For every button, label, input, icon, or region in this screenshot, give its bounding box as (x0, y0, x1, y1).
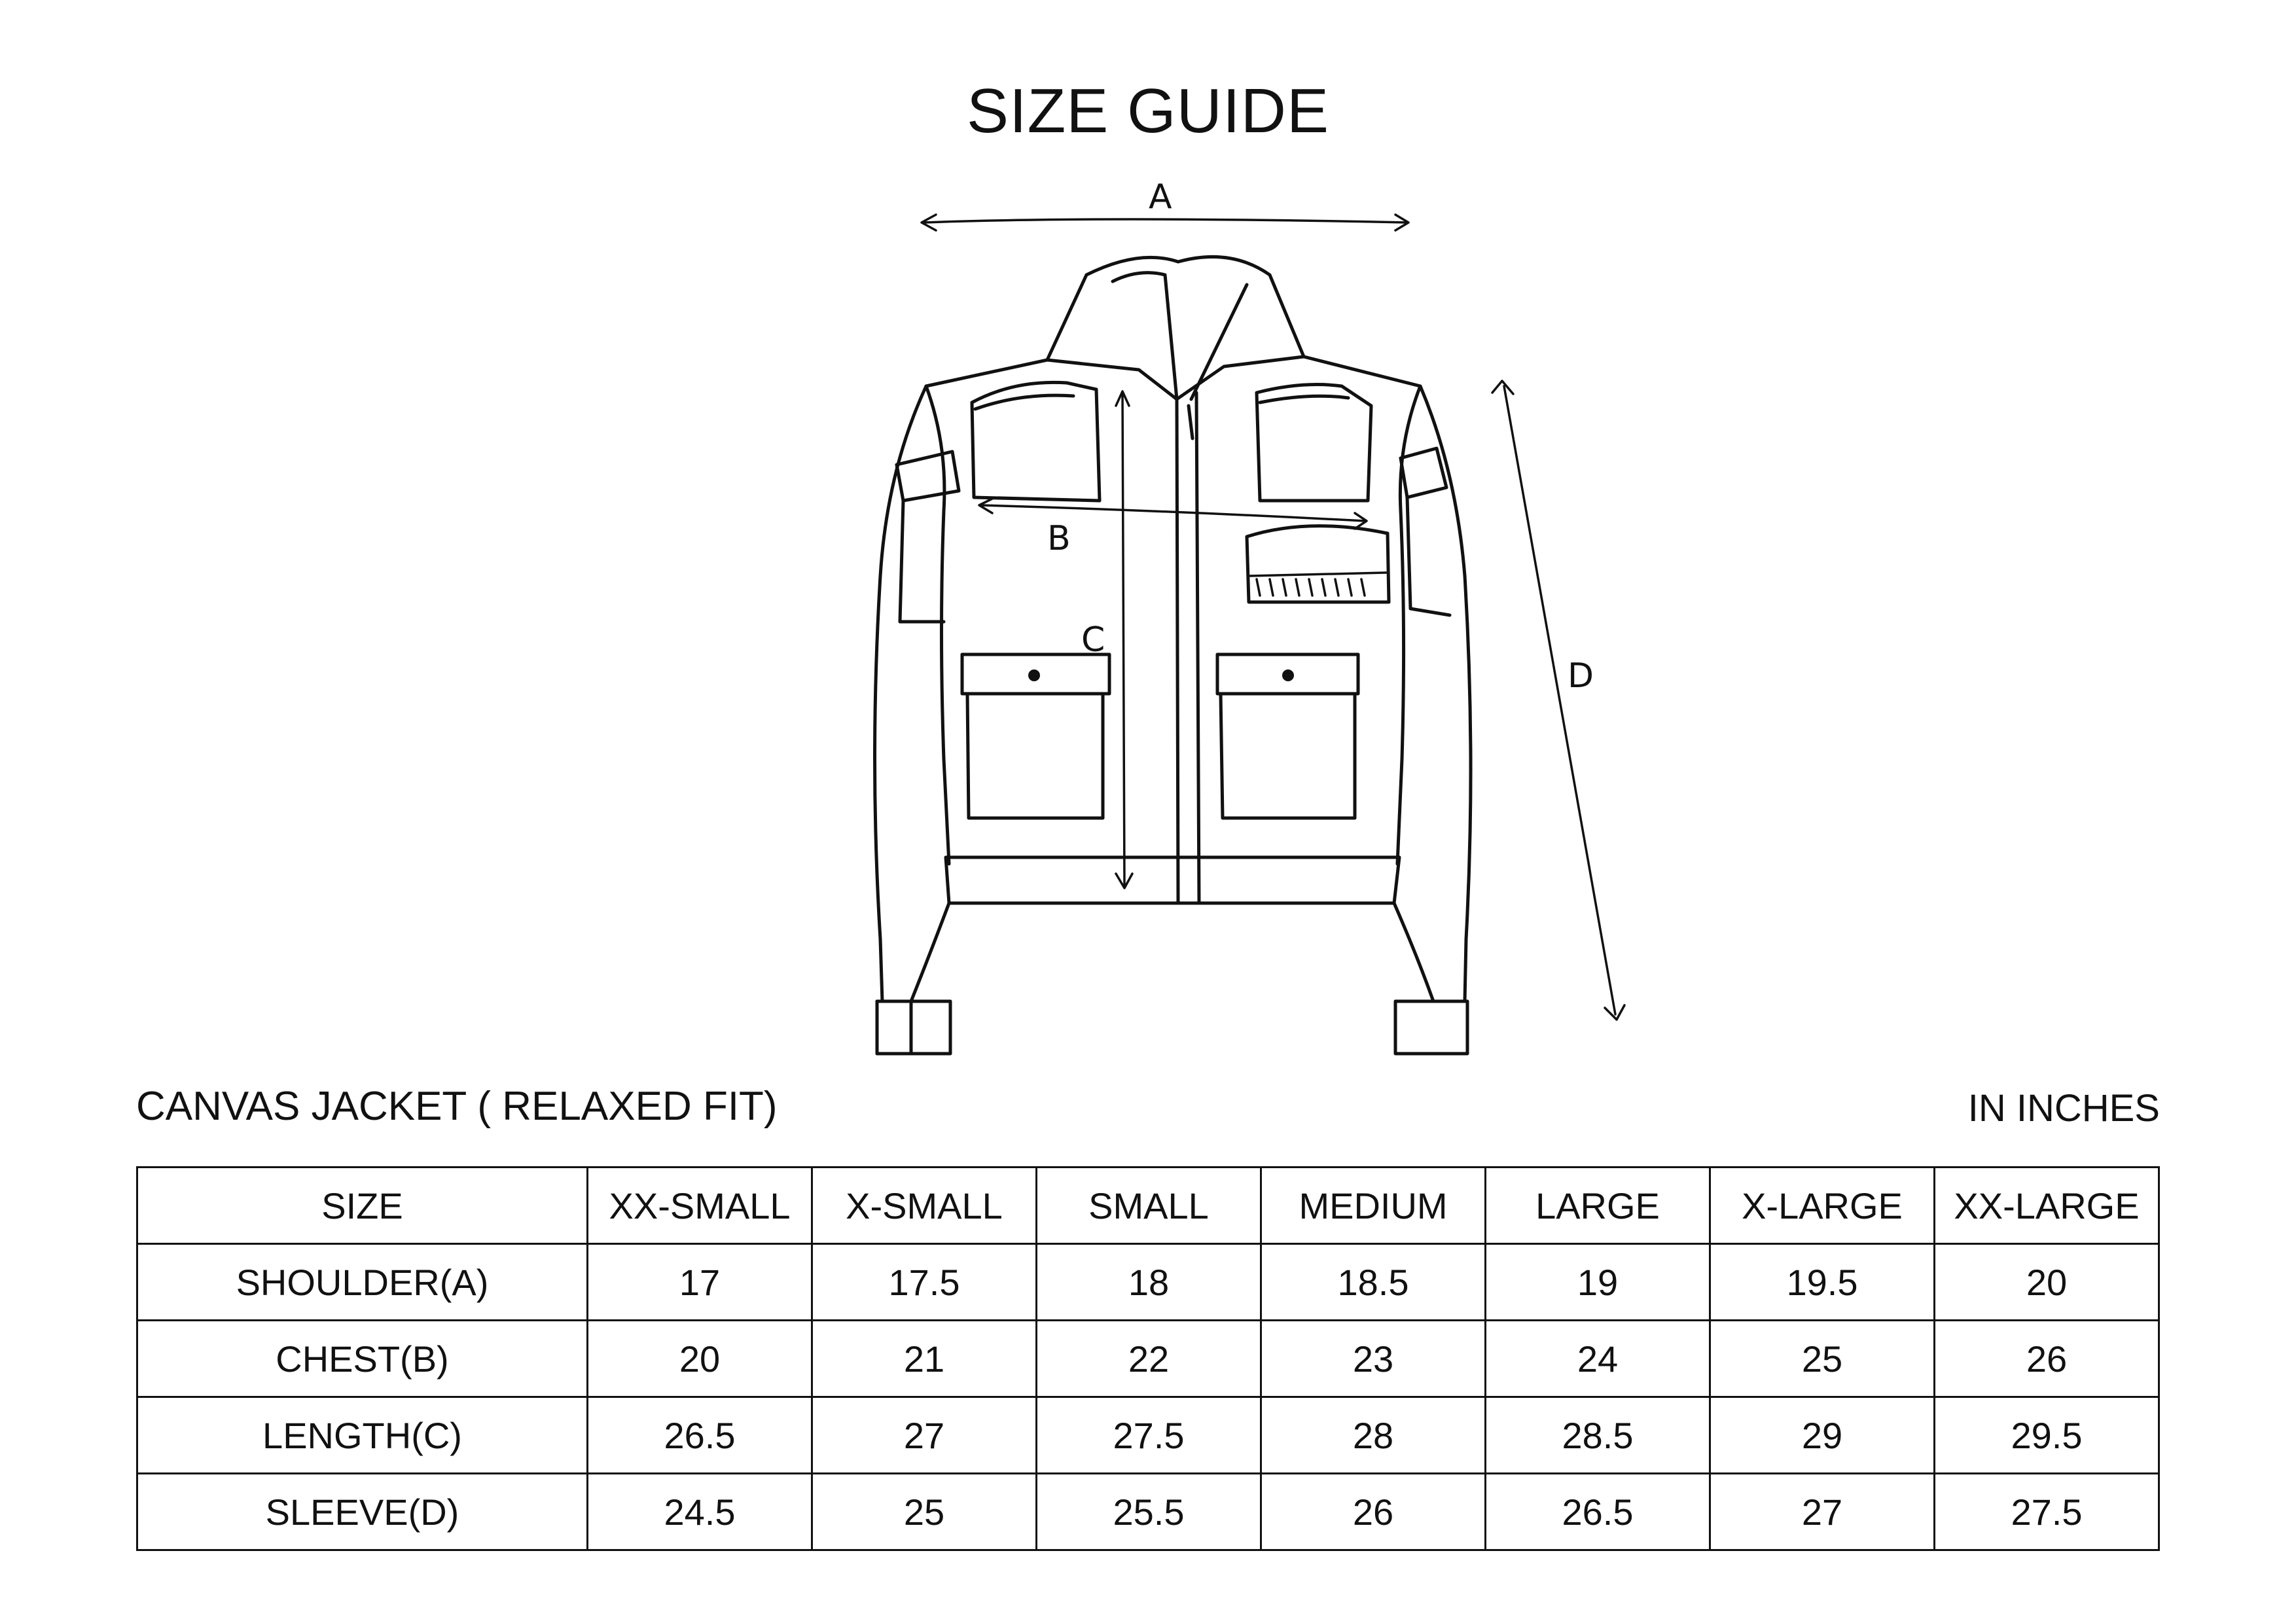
table-row (137, 1244, 2159, 1321)
sleeves (877, 448, 1467, 1054)
table-cell: 17 (588, 1244, 812, 1321)
table-cell: 27.5 (1935, 1474, 2159, 1550)
header-cell: SMALL (1037, 1168, 1261, 1244)
table-cell: 26 (1261, 1474, 1486, 1550)
table-cell: 24.5 (588, 1474, 812, 1550)
label-b: B (1047, 519, 1071, 558)
label-d: D (1568, 656, 1594, 696)
table-cell: 29 (1710, 1397, 1935, 1474)
table-cell: 28.5 (1486, 1397, 1710, 1474)
header-cell: SIZE (137, 1168, 588, 1244)
collar (1047, 257, 1304, 399)
table-row (137, 1397, 2159, 1474)
table-cell: 18 (1037, 1244, 1261, 1321)
table-cell: 29.5 (1935, 1397, 2159, 1474)
table-row (137, 1321, 2159, 1397)
lower-pockets (962, 654, 1358, 818)
row-label: CHEST(B) (137, 1321, 588, 1397)
table-row (137, 1474, 2159, 1550)
header-cell: X-SMALL (812, 1168, 1037, 1244)
label-a: A (1149, 177, 1172, 217)
header-cell: LARGE (1486, 1168, 1710, 1244)
table-cell: 26 (1935, 1321, 2159, 1397)
table-cell: 21 (812, 1321, 1037, 1397)
shoulder-arrow (922, 215, 1408, 230)
table-cell: 27 (812, 1397, 1037, 1474)
page-title: SIZE GUIDE (966, 76, 1330, 146)
table-cell: 19 (1486, 1244, 1710, 1321)
row-label: SLEEVE(D) (137, 1474, 588, 1550)
table-cell: 27.5 (1037, 1397, 1261, 1474)
table-cell: 27 (1710, 1474, 1935, 1550)
table-cell: 28 (1261, 1397, 1486, 1474)
label-c: C (1081, 620, 1105, 660)
table-cell: 26.5 (588, 1397, 812, 1474)
header-cell: XX-LARGE (1935, 1168, 2159, 1244)
sleeve-arrow (1492, 381, 1624, 1020)
product-name: CANVAS JACKET ( RELAXED FIT) (136, 1084, 778, 1129)
jacket-sketch (772, 170, 1702, 1073)
jacket-body (875, 357, 1471, 939)
table-cell: 26.5 (1486, 1474, 1710, 1550)
table-cell: 25 (1710, 1321, 1935, 1397)
table-cell: 20 (588, 1321, 812, 1397)
table-cell: 19.5 (1710, 1244, 1935, 1321)
header-cell: X-LARGE (1710, 1168, 1935, 1244)
row-label: SHOULDER(A) (137, 1244, 588, 1321)
chest-arrow (979, 499, 1367, 529)
table-cell: 25.5 (1037, 1474, 1261, 1550)
table-cell: 17.5 (812, 1244, 1037, 1321)
table-header-row (137, 1168, 2159, 1244)
table-cell: 23 (1261, 1321, 1486, 1397)
size-table (136, 1166, 2160, 1551)
table-cell: 18.5 (1261, 1244, 1486, 1321)
row-label: LENGTH(C) (137, 1397, 588, 1474)
length-arrow (1116, 391, 1132, 888)
header-cell: MEDIUM (1261, 1168, 1486, 1244)
chest-pockets (972, 382, 1389, 602)
table-cell: 20 (1935, 1244, 2159, 1321)
table-cell: 25 (812, 1474, 1037, 1550)
units-label: IN INCHES (1967, 1087, 2160, 1130)
header-cell: XX-SMALL (588, 1168, 812, 1244)
table-cell: 24 (1486, 1321, 1710, 1397)
table-cell: 22 (1037, 1321, 1261, 1397)
jacket-measurement-diagram (772, 170, 1702, 1073)
